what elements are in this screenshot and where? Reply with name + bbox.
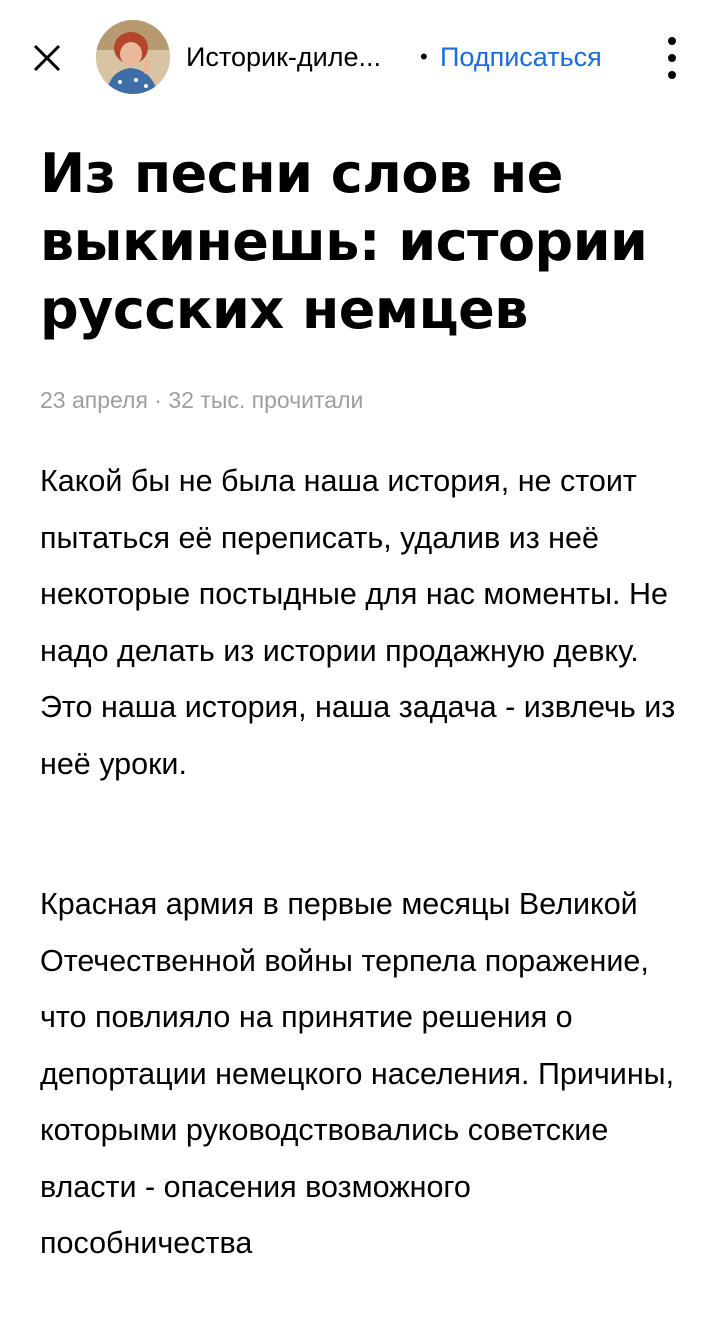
channel-name[interactable]: Историк-диле... [186,42,381,72]
article-title: Из песни слов не выкинешь: истории русских немцев [40,142,648,341]
article-paragraph: Красная армия в первые месяцы Великой Отечественной войны терпела поражение, что повлияло на принятие решения о депортации немецкого населения. Причины, которыми руководствовались советские власти - опасения возможного пособничества [40,887,675,1260]
article-meta: 23 апреля · 32 тыс. прочитали [40,387,364,413]
close-icon [32,43,62,73]
article-paragraph: Какой бы не была наша история, не стоит пытаться её переписать, удалив из неё некоторые постыдные для нас моменты. Не надо делать из истории продажную девку. Это наша история, наша задача - извлечь из неё уроки. [40,464,676,781]
more-vertical-icon-dot [668,54,676,62]
top-bar [0,0,720,112]
more-options-button[interactable] [652,30,692,86]
avatar-photo [96,20,170,94]
subscribe-button[interactable]: Подписаться [440,42,602,72]
separator-dot: • [420,44,428,69]
channel-avatar[interactable] [96,20,170,94]
more-vertical-icon-dot [668,71,676,79]
more-vertical-icon [668,37,676,45]
close-button[interactable] [26,37,68,79]
